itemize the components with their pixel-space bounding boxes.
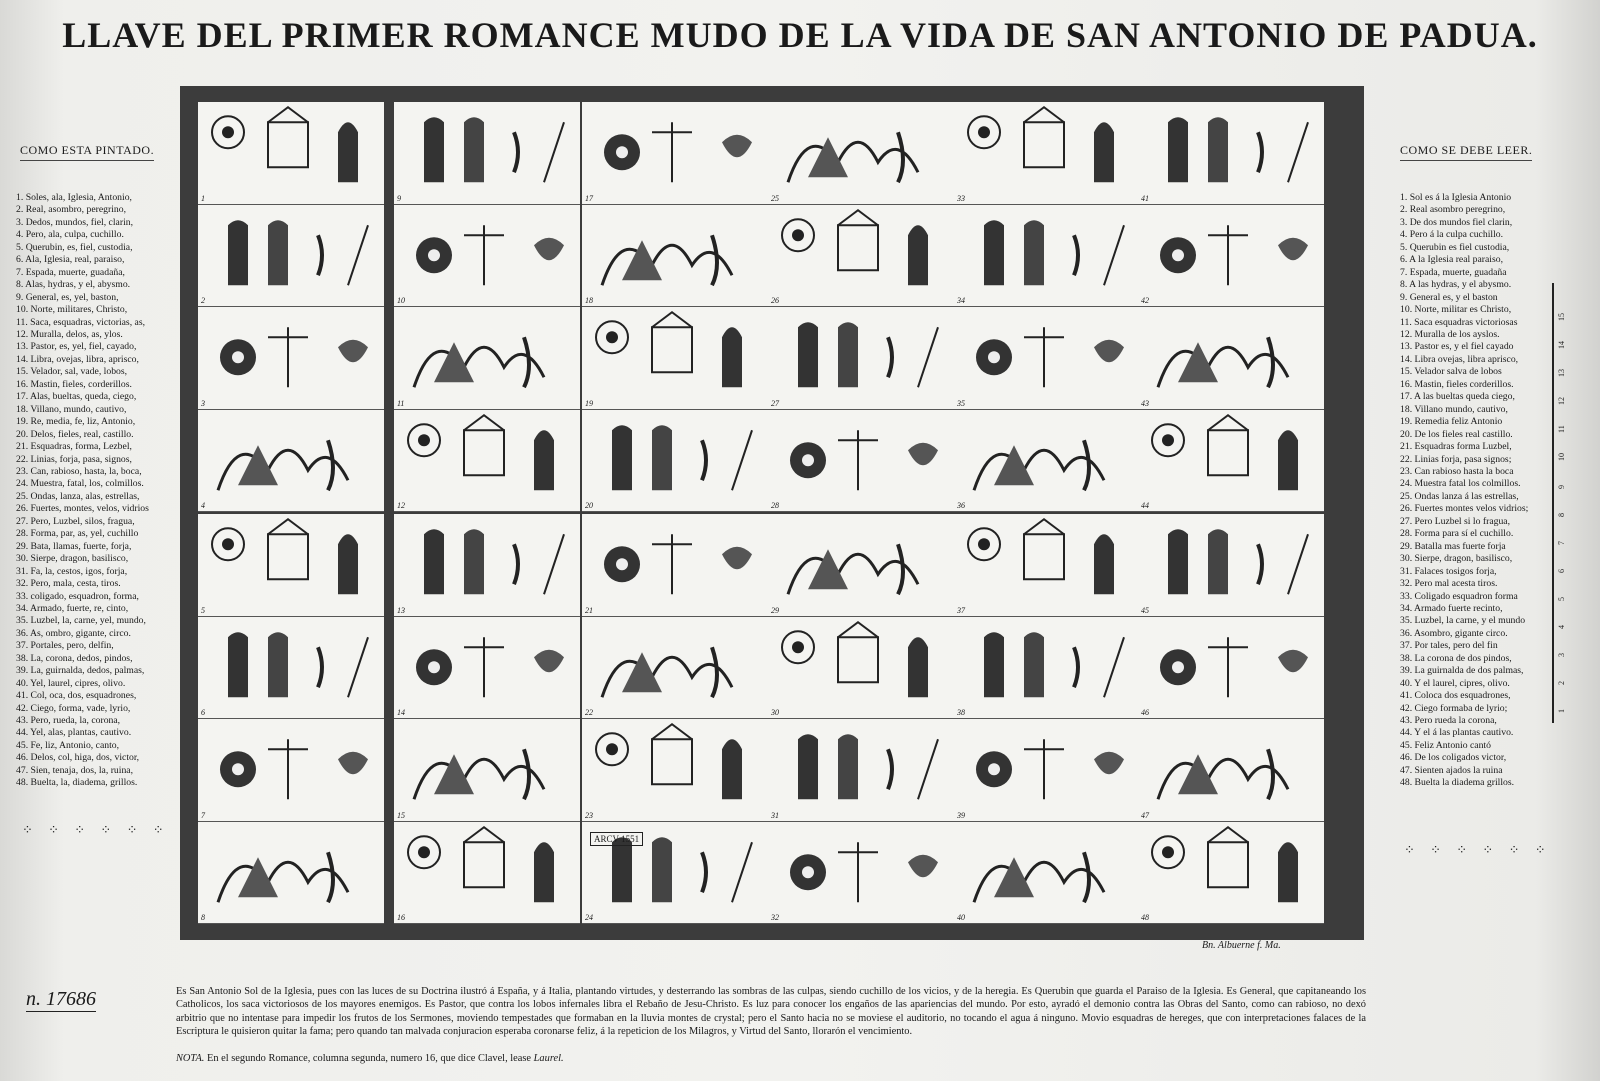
- rebus-panel: [394, 102, 580, 512]
- pictured-verse-line: 34. Armado, fuerte, re, cinto,: [16, 602, 129, 614]
- rebus-illustration: [954, 307, 1140, 409]
- reading-verse-line: 18. Villano mundo, cautivo,: [1400, 403, 1508, 415]
- rebus-cell-number: 30: [771, 708, 779, 717]
- pictured-verse-line: 16. Mastin, fieles, corderillos.: [16, 378, 132, 390]
- rebus-cell-number: 20: [585, 501, 593, 510]
- reading-verse-line: 45. Feliz Antonio cantó: [1400, 739, 1491, 751]
- reading-verse-line: 16. Mastin, fieles corderillos.: [1400, 378, 1514, 390]
- rebus-illustration: [394, 205, 580, 307]
- rebus-cell-number: 43: [1141, 398, 1149, 408]
- reading-verse-line: 4. Pero á la culpa cuchillo.: [1400, 229, 1504, 241]
- reading-verse-line: 37. Por tales, pero del fin: [1400, 640, 1498, 652]
- reading-verse-line: 27. Pero Luzbel si lo fragua,: [1400, 515, 1511, 527]
- ruler-mark: 7: [1557, 541, 1566, 545]
- ruler-mark: 8: [1557, 513, 1566, 517]
- reading-verse-line: 48. Buelta la diadema grillos.: [1400, 777, 1515, 789]
- rebus-cell-number: 3: [201, 398, 205, 408]
- rebus-cell: [1138, 514, 1324, 617]
- rebus-cell-number: 17: [585, 193, 593, 203]
- reading-verse-line: 19. Remedia feliz Antonio: [1400, 416, 1503, 428]
- reading-verse-line: 20. De los fieles real castillo.: [1400, 428, 1513, 440]
- rebus-cell-number: 40: [957, 913, 965, 922]
- rebus-cell-number: 41: [1141, 193, 1149, 203]
- rebus-illustration: [768, 307, 954, 409]
- reading-verse-line: 3. De dos mundos fiel clarin,: [1400, 216, 1513, 228]
- reading-verse-line: 29. Batalla mas fuerte forja: [1400, 540, 1506, 552]
- reading-verse-line: 38. La corona de dos pindos,: [1400, 652, 1512, 664]
- rebus-cell: [582, 822, 768, 925]
- rebus-cell-number: 47: [1141, 810, 1149, 820]
- ruler-mark: 4: [1557, 625, 1566, 629]
- rebus-illustration: [768, 514, 954, 616]
- reading-verse-line: 39. La guirnalda de dos palmas,: [1400, 665, 1524, 677]
- rebus-illustration: [394, 102, 580, 204]
- ruler-mark: 10: [1557, 453, 1566, 461]
- reading-verse-line: 21. Esquadras forma Luzbel,: [1400, 441, 1512, 453]
- rebus-cell: [768, 822, 954, 925]
- engraver-credit: Bn. Albuerne f. Ma.: [1202, 940, 1281, 951]
- rebus-illustration: [582, 719, 768, 821]
- reading-verse-line: 35. Luzbel, la carne, y el mundo: [1400, 615, 1526, 627]
- rebus-cell: [1138, 410, 1324, 513]
- page-title: LLAVE DEL PRIMER ROMANCE MUDO DE LA VIDA DE SAN ANTONIO DE PADUA.: [62, 15, 1538, 55]
- rebus-cell-number: 44: [1141, 501, 1149, 510]
- rebus-cell-number: 5: [201, 605, 205, 615]
- rebus-cell: [198, 719, 384, 822]
- rebus-illustration: [198, 102, 384, 204]
- rebus-panel: [768, 102, 954, 512]
- rebus-cell: [198, 617, 384, 720]
- pictured-verse-line: 21. Esquadras, forma, Lezbel,: [16, 441, 132, 453]
- rebus-cell: [582, 719, 768, 822]
- description-paragraph: Es San Antonio Sol de la Iglesia, pues con las luces de su Doctrina ilustró á España, y á Italia, plantando virtudes, y desterrando las sombras de las culpas, siendo cuchillo de los vicios, y de la heregia. Es Querubin que guarda el Paraiso de la Iglesia. Es General, que capitaneando los Catholicos, los saca victoriosos de los mayores enemigos. Es Pastor, que contra los lobos infernales libra el Rebaño de Jesu-Christo. Es luz para conocer los engaños de las apariencias del mundo. Por esto, ayradó el demonio contra las Obras del Santo, como can rabioso, no dexó arbitrio que no intentase para impedir los frutos de los Sermones, moviendo tempestades que formaban en la lluvia montes de crystal; pero el Santo hacia no se moviese el auditorio, no tocando el agua á ninguno. Movio esquadras de hereges, que con interpretaciones falaces de la Escriptura le quisieron quitar la fama; pero quando tan malvada conjuracion esperaba coronarse feliz, á la repeticion de los Milagros, y Virtud del Santo, llorarón el vencimiento.: [176, 986, 1366, 1037]
- rebus-illustration: [1138, 410, 1324, 512]
- rebus-illustration: [1138, 617, 1324, 719]
- rebus-illustration: [1138, 514, 1324, 616]
- rebus-illustration: [582, 514, 768, 616]
- rebus-illustration: [954, 822, 1140, 924]
- rebus-cell: [582, 514, 768, 617]
- rebus-cell: [198, 410, 384, 513]
- ruler-mark: 11: [1557, 425, 1566, 433]
- rebus-cell-number: 32: [771, 913, 779, 922]
- rebus-panel: [198, 514, 384, 924]
- rebus-cell-number: 6: [201, 708, 205, 717]
- rebus-cell-number: 11: [397, 398, 405, 408]
- rebus-cell-number: 48: [1141, 913, 1149, 922]
- rebus-illustration: [1138, 822, 1324, 924]
- ruler-mark: 15: [1557, 313, 1566, 321]
- pictured-verse-line: 17. Alas, bueltas, queda, ciego,: [16, 391, 137, 403]
- reading-verse-line: 32. Pero mal acesta tiros.: [1400, 578, 1498, 590]
- rebus-cell: [954, 617, 1140, 720]
- reading-verse-line: 22. Linias forja, pasa signos;: [1400, 453, 1512, 465]
- reading-verse-line: 1. Sol es á la Iglesia Antonio: [1400, 192, 1512, 203]
- rebus-cell: [582, 307, 768, 410]
- rebus-cell: [768, 102, 954, 205]
- rebus-cell-number: 35: [957, 398, 965, 408]
- pictured-verse-line: 31. Fa, la, cestos, igos, forja,: [16, 565, 128, 577]
- rebus-illustration: [198, 719, 384, 821]
- pictured-verse-line: 29. Bata, llamas, fuerte, forja,: [16, 540, 132, 552]
- pictured-verse-line: 11. Saca, esquadras, victorias, as,: [16, 316, 146, 328]
- rebus-cell: [1138, 617, 1324, 720]
- rebus-cell-number: 7: [201, 810, 205, 820]
- reading-verse-line: 12. Muralla de los ayslos.: [1400, 328, 1500, 340]
- rebus-panel: [198, 102, 384, 512]
- reading-verse-line: 30. Sierpe, dragon, basilisco,: [1400, 553, 1513, 565]
- rebus-panel: [582, 102, 768, 512]
- rebus-cell-number: 24: [585, 913, 593, 922]
- rebus-grid: [180, 86, 1364, 940]
- pictured-verse-line: 14. Libra, ovejas, libra, aprisco,: [16, 353, 139, 365]
- rebus-cell: [198, 102, 384, 205]
- reading-verse-line: 26. Fuertes montes velos vidrios;: [1400, 503, 1529, 515]
- rebus-illustration: [954, 514, 1140, 616]
- reading-verse-line: 43. Pero rueda la corona,: [1400, 715, 1497, 727]
- rebus-illustration: [198, 205, 384, 307]
- reading-verse-line: 9. General es, y el baston: [1400, 291, 1498, 303]
- rebus-illustration: [582, 617, 768, 719]
- rebus-illustration: [954, 205, 1140, 307]
- rebus-illustration: [768, 205, 954, 307]
- pictured-verse-line: 3. Dedos, mundos, fiel, clarin,: [16, 216, 134, 228]
- pictured-verse-line: 44. Yel, alas, plantas, cautivo.: [16, 727, 132, 739]
- rebus-illustration: [198, 410, 384, 512]
- rebus-illustration: [768, 410, 954, 512]
- rebus-cell-number: 38: [957, 708, 965, 717]
- ruler-mark: 3: [1557, 653, 1566, 657]
- rebus-illustration: [954, 617, 1140, 719]
- rebus-cell: [394, 822, 580, 925]
- rebus-illustration: [768, 102, 954, 204]
- pictured-verse-line: 26. Fuertes, montes, velos, vidrios: [16, 503, 149, 515]
- pictured-verse-line: 33. coligado, esquadron, forma,: [16, 590, 139, 602]
- rebus-cell-number: 9: [397, 193, 401, 203]
- pictured-verse-line: 22. Linias, forja, pasa, signos,: [16, 453, 132, 465]
- reading-verse-line: 6. A la Iglesia real paraiso,: [1400, 254, 1504, 266]
- rebus-illustration: [394, 307, 580, 409]
- rebus-cell-number: 21: [585, 605, 593, 615]
- rebus-cell-inscription: ARCV 1551: [590, 832, 643, 846]
- rebus-cell: [1138, 719, 1324, 822]
- rebus-cell: [198, 822, 384, 925]
- rebus-illustration: [394, 514, 580, 616]
- pictured-verse-line: 13. Pastor, es, yel, fiel, cayado,: [16, 341, 137, 353]
- pictured-verse-line: 1. Soles, ala, Iglesia, Antonio,: [16, 192, 132, 203]
- right-column-heading: COMO SE DEBE LEER.: [1400, 143, 1532, 161]
- rebus-cell-number: 19: [585, 398, 593, 408]
- pictured-verse-line: 48. Buelta, la, diadema, grillos.: [16, 777, 138, 789]
- rebus-cell: [954, 822, 1140, 925]
- rebus-cell: [582, 102, 768, 205]
- rebus-illustration: [1138, 102, 1324, 204]
- rebus-panel: [1138, 514, 1324, 924]
- rebus-cell: [198, 205, 384, 308]
- pictured-verse-line: 38. La, corona, dedos, pindos,: [16, 652, 133, 664]
- pictured-verse-line: 6. Ala, Iglesia, real, paraiso,: [16, 254, 125, 266]
- pictured-verse-line: 28. Forma, par, as, yel, cuchillo: [16, 528, 139, 540]
- reading-verse-line: 17. A las bueltas queda ciego,: [1400, 391, 1515, 403]
- rebus-illustration: [768, 719, 954, 821]
- pictured-verse-line: 18. Villano, mundo, cautivo,: [16, 403, 127, 415]
- rebus-cell-number: 42: [1141, 296, 1149, 305]
- rebus-cell-number: 33: [957, 193, 965, 203]
- pictured-verse-line: 10. Norte, militares, Christo,: [16, 304, 128, 316]
- pictured-verse-line: 32. Pero, mala, cesta, tiros.: [16, 578, 121, 590]
- rebus-cell-number: 31: [771, 810, 779, 820]
- pictured-verse-line: 36. As, ombro, gigante, circo.: [16, 627, 131, 639]
- nota-text: En el segundo Romance, columna segunda, numero 16, que dice Clavel, lease: [207, 1053, 532, 1064]
- rebus-cell-number: 39: [957, 810, 965, 820]
- rebus-illustration: [582, 102, 768, 204]
- rebus-illustration: [954, 719, 1140, 821]
- rebus-cell: [394, 719, 580, 822]
- rebus-illustration: [198, 822, 384, 924]
- rebus-cell: [394, 205, 580, 308]
- rebus-cell-number: 25: [771, 193, 779, 203]
- pictured-verse-line: 8. Alas, hydras, y el, abysmo.: [16, 279, 131, 291]
- rebus-cell: [768, 205, 954, 308]
- rebus-illustration: [768, 617, 954, 719]
- rebus-cell: [954, 307, 1140, 410]
- rebus-cell-number: 14: [397, 708, 405, 717]
- reading-verse-line: 2. Real asombro peregrino,: [1400, 204, 1506, 216]
- rebus-cell: [394, 102, 580, 205]
- rebus-cell-number: 13: [397, 605, 405, 615]
- rebus-illustration: [582, 410, 768, 512]
- rebus-illustration: [582, 307, 768, 409]
- ruler-mark: 12: [1557, 397, 1566, 405]
- rebus-panel: [394, 514, 580, 924]
- rebus-cell-number: 18: [585, 296, 593, 305]
- reading-verse-line: 28. Forma para sí el cuchillo.: [1400, 528, 1514, 540]
- rebus-panel: [582, 514, 768, 924]
- rebus-cell: [582, 410, 768, 513]
- nota-line: [176, 1053, 564, 1064]
- reading-verse-line: 5. Querubin es fiel custodia,: [1400, 241, 1510, 253]
- rebus-panel: [768, 514, 954, 924]
- rebus-cell: [768, 410, 954, 513]
- ruler-mark: 6: [1557, 569, 1566, 573]
- reading-verse-line: 34. Armado fuerte recinto,: [1400, 602, 1503, 614]
- reading-verse-line: 36. Asombro, gigante circo.: [1400, 627, 1508, 639]
- pictured-verse-line: 35. Luzbel, la, carne, yel, mundo,: [16, 615, 146, 627]
- rebus-cell: [198, 514, 384, 617]
- rebus-illustration: [394, 719, 580, 821]
- rebus-cell-number: 2: [201, 296, 205, 305]
- rebus-cell: [1138, 822, 1324, 925]
- reading-verse-line: 15. Velador salva de lobos: [1400, 366, 1502, 378]
- rebus-illustration: [394, 410, 580, 512]
- rebus-illustration: [768, 822, 954, 924]
- reading-verse-line: 41. Coloca dos esquadrones,: [1400, 690, 1511, 702]
- reading-verse-line: 47. Sienten ajados la ruina: [1400, 764, 1503, 776]
- pictured-verse-line: 43. Pero, rueda, la, corona,: [16, 715, 121, 727]
- reading-verse-line: 24. Muestra fatal los colmillos.: [1400, 478, 1521, 490]
- left-verse-list: [16, 192, 174, 790]
- pictured-verse-line: 15. Velador, sal, vade, lobos,: [16, 366, 128, 378]
- rebus-illustration: [1138, 307, 1324, 409]
- ruler-mark: 1: [1557, 709, 1566, 713]
- rebus-cell-number: 12: [397, 501, 405, 510]
- reading-verse-line: 42. Ciego formaba de lyrio;: [1400, 702, 1508, 714]
- reading-verse-line: 31. Falaces tosigos forja,: [1400, 565, 1497, 577]
- rebus-cell-number: 8: [201, 913, 205, 922]
- nota-word: Laurel.: [533, 1053, 564, 1064]
- reading-verse-line: 14. Libra ovejas, libra aprisco,: [1400, 353, 1519, 365]
- rebus-illustration: [198, 514, 384, 616]
- ruler-mark: 5: [1557, 597, 1566, 601]
- rebus-illustration: [198, 617, 384, 719]
- rebus-cell: [954, 205, 1140, 308]
- pictured-verse-line: 46. Delos, col, higa, dos, victor,: [16, 752, 140, 764]
- rebus-cell-number: 10: [397, 296, 405, 305]
- rebus-cell: [582, 617, 768, 720]
- reading-verse-line: 13. Pastor es, y el fiel cayado: [1400, 341, 1514, 353]
- pictured-verse-line: 20. Delos, fieles, real, castillo.: [16, 428, 134, 440]
- rebus-cell-number: 22: [585, 708, 593, 717]
- rebus-cell: [768, 307, 954, 410]
- pictured-verse-line: 45. Fe, liz, Antonio, canto,: [16, 739, 120, 751]
- pictured-verse-line: 40. Yel, laurel, cipres, olivo.: [16, 677, 126, 689]
- rebus-cell-number: 46: [1141, 708, 1149, 717]
- rebus-panel: [1138, 102, 1324, 512]
- pictured-verse-line: 42. Ciego, forma, vade, lyrio,: [16, 702, 131, 714]
- rebus-cell-number: 37: [957, 605, 965, 615]
- rebus-cell: [1138, 307, 1324, 410]
- rebus-panel: [954, 514, 1140, 924]
- rebus-cell: [1138, 102, 1324, 205]
- reading-verse-line: 7. Espada, muerte, guadaña: [1400, 266, 1507, 278]
- reading-verse-line: 10. Norte, militar es Christo,: [1400, 304, 1512, 316]
- pictured-verse-line: 2. Real, asombro, peregrino,: [16, 204, 127, 216]
- left-column-heading: COMO ESTA PINTADO.: [20, 143, 154, 161]
- pictured-verse-line: 5. Querubin, es, fiel, custodia,: [16, 241, 133, 253]
- pictured-verse-line: 12. Muralla, delos, as, ylos.: [16, 328, 123, 340]
- pictured-verse-line: 4. Pero, ala, culpa, cuchillo.: [16, 229, 124, 241]
- reading-verse-line: 11. Saca esquadras victoriosas: [1400, 316, 1518, 328]
- rebus-illustration: [954, 102, 1140, 204]
- pictured-verse-line: 9. General, es, yel, baston,: [16, 291, 119, 303]
- rebus-cell: [954, 410, 1140, 513]
- reading-verse-line: 8. A las hydras, y el abysmo.: [1400, 279, 1512, 291]
- reading-verse-line: 25. Ondas lanza á las estrellas,: [1400, 490, 1519, 502]
- rebus-cell: [394, 514, 580, 617]
- rebus-cell-number: 45: [1141, 605, 1149, 615]
- pictured-verse-line: 25. Ondas, lanza, alas, estrellas,: [16, 490, 140, 502]
- rebus-cell-number: 23: [585, 810, 593, 820]
- ruler-mark: 2: [1557, 681, 1566, 685]
- rebus-panel: [954, 102, 1140, 512]
- pictured-verse-line: 23. Can, rabioso, hasta, la, boca,: [16, 465, 142, 477]
- rebus-illustration: [1138, 205, 1324, 307]
- rebus-cell: [394, 617, 580, 720]
- rebus-cell: [768, 514, 954, 617]
- rebus-cell: [582, 205, 768, 308]
- rebus-cell: [954, 102, 1140, 205]
- rebus-illustration: [1138, 719, 1324, 821]
- rebus-cell-number: 27: [771, 398, 779, 408]
- pictured-verse-line: 24. Muestra, fatal, los, colmillos.: [16, 478, 144, 490]
- reading-verse-line: 44. Y el á las plantas cautivo.: [1400, 727, 1514, 739]
- ruler-mark: 13: [1557, 369, 1566, 377]
- ornament-dots-right: ⁘ ⁘ ⁘ ⁘ ⁘ ⁘: [1404, 842, 1552, 857]
- pictured-verse-line: 30. Sierpe, dragon, basilisco,: [16, 553, 129, 565]
- rebus-cell-number: 15: [397, 810, 405, 820]
- rebus-cell-number: 4: [201, 501, 205, 510]
- rebus-illustration: [582, 205, 768, 307]
- rebus-cell: [768, 617, 954, 720]
- rebus-cell: [394, 307, 580, 410]
- rebus-cell: [198, 307, 384, 410]
- rebus-illustration: [954, 410, 1140, 512]
- pictured-verse-line: 37. Portales, pero, delfin,: [16, 640, 114, 652]
- rebus-cell: [954, 514, 1140, 617]
- rebus-illustration: [394, 822, 580, 924]
- reading-verse-line: 23. Can rabioso hasta la boca: [1400, 465, 1514, 477]
- catalog-stamp: n. 17686: [26, 988, 96, 1010]
- scale-ruler: [1552, 283, 1566, 723]
- rebus-cell: [394, 410, 580, 513]
- pictured-verse-line: 27. Pero, Luzbel, silos, fragua,: [16, 515, 135, 527]
- pictured-verse-line: 7. Espada, muerte, guadaña,: [16, 266, 125, 278]
- rebus-cell-number: 1: [201, 193, 205, 203]
- rebus-cell-number: 34: [957, 296, 965, 305]
- rebus-cell: [954, 719, 1140, 822]
- pictured-verse-line: 39. La, guirnalda, dedos, palmas,: [16, 665, 145, 677]
- nota-label: NOTA.: [176, 1053, 205, 1064]
- ruler-mark: 14: [1557, 341, 1566, 349]
- rebus-cell-number: 36: [957, 501, 965, 510]
- ornament-dots-left: ⁘ ⁘ ⁘ ⁘ ⁘ ⁘: [22, 822, 170, 837]
- reading-verse-line: 33. Coligado esquadron forma: [1400, 590, 1518, 602]
- rebus-cell: [768, 719, 954, 822]
- pictured-verse-line: 19. Re, media, fe, liz, Antonio,: [16, 416, 136, 428]
- reading-verse-line: 46. De los coligados victor,: [1400, 752, 1507, 764]
- rebus-illustration: [198, 307, 384, 409]
- rebus-cell-number: 29: [771, 605, 779, 615]
- ruler-mark: 9: [1557, 485, 1566, 489]
- rebus-cell-number: 26: [771, 296, 779, 305]
- rebus-cell: [1138, 205, 1324, 308]
- right-verse-list: [1400, 192, 1550, 790]
- reading-verse-line: 40. Y el laurel, cipres, olivo.: [1400, 677, 1510, 689]
- pictured-verse-line: 47. Sien, tenaja, dos, la, ruina,: [16, 764, 134, 776]
- rebus-cell-number: 28: [771, 501, 779, 510]
- rebus-illustration: [394, 617, 580, 719]
- pictured-verse-line: 41. Col, oca, dos, esquadrones,: [16, 690, 137, 702]
- rebus-cell-number: 16: [397, 913, 405, 922]
